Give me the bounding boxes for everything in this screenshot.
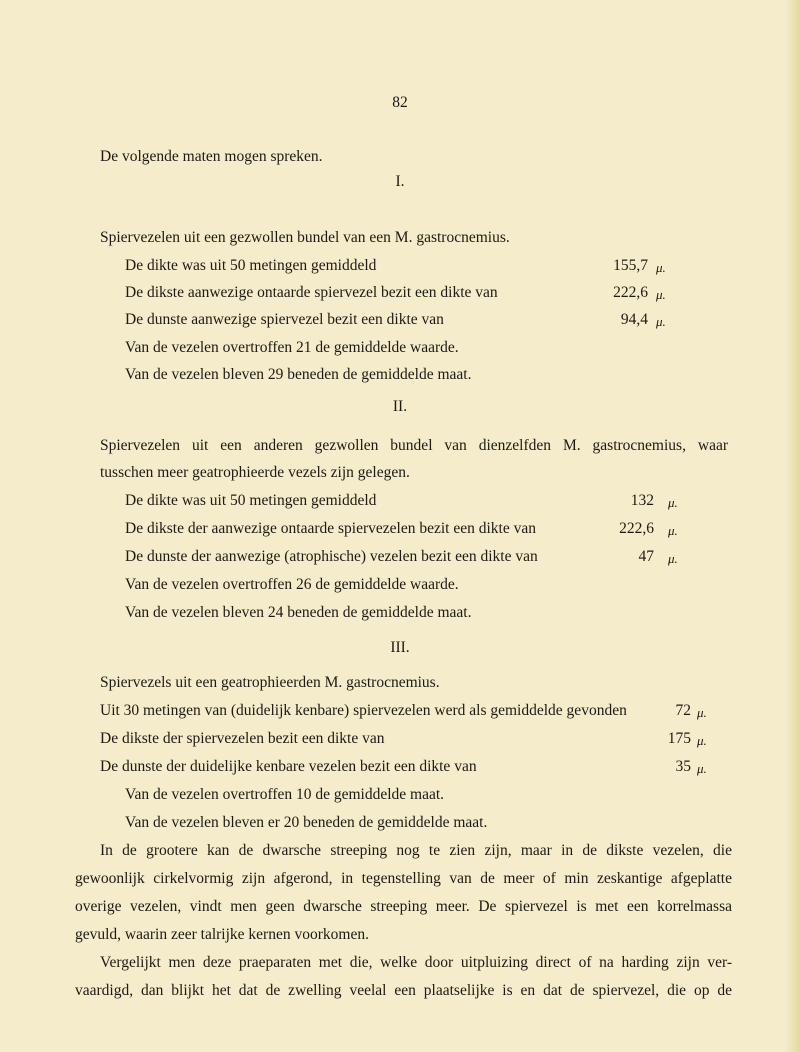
section-2-row-1-text: De dikte was uit 50 metingen gemiddeld: [125, 492, 377, 509]
section-3-note-2: Van de vezelen bleven er 20 beneden de gemiddelde maat.: [125, 814, 488, 831]
section-3-heading: Spiervezels uit een geatrophieerden M. gastrocnemius.: [100, 674, 440, 691]
section-1-row-2-text: De dikste aanwezige ontaarde spiervezel bezit een dikte van: [125, 284, 498, 301]
section-3-row-2-text: De dikste der spiervezelen bezit een dikte van: [100, 730, 385, 747]
section-1-note-2: Van de vezelen bleven 29 beneden de gemiddelde maat.: [125, 366, 472, 383]
section-3-numeral: III.: [390, 639, 410, 656]
paragraph-1-line-4: gevuld, waarin zeer talrijke kernen voorkomen.: [75, 926, 369, 943]
paragraph-2-line-2: vaardigd, dan blijkt het dat de zwelling veelal een plaatselijke is en dat de spiervezel, die op de: [75, 982, 732, 999]
section-1-row-1-text: De dikte was uit 50 metingen gemiddeld: [125, 257, 377, 274]
paragraph-2-line-1: Vergelijkt men deze praeparaten met die, welke door uitpluizing direct of na harding zijn ver-: [100, 954, 732, 971]
section-3-row-1-value: 72: [675, 702, 691, 719]
section-3-row-3-value: 35: [675, 758, 691, 775]
paragraph-1-line-1: In de grootere kan de dwarsche streeping nog te zien zijn, maar in de dikste vezelen, die: [100, 842, 732, 859]
section-1-row-3-text: De dunste aanwezige spiervezel bezit een dikte van: [125, 311, 444, 328]
section-2-numeral: II.: [392, 398, 408, 415]
section-3-row-3-text: De dunste der duidelijke kenbare vezelen bezit een dikte van: [100, 758, 477, 775]
section-3-row-1-text: Uit 30 metingen van (duidelijk kenbare) spiervezelen werd als gemiddelde gevonden: [100, 702, 627, 719]
section-2-row-1-unit: μ.: [668, 495, 678, 510]
page-edge-shading: [786, 0, 800, 1052]
section-2-note-1: Van de vezelen overtroffen 26 de gemiddelde waarde.: [125, 576, 459, 593]
section-1-note-1: Van de vezelen overtroffen 21 de gemiddelde waarde.: [125, 339, 459, 356]
section-1-row-1-value: 155,7: [613, 257, 648, 274]
section-2-row-3-text: De dunste der aanwezige (atrophische) vezelen bezit een dikte van: [125, 548, 538, 565]
section-2-row-3-unit: μ.: [668, 551, 678, 566]
page-number: 82: [392, 94, 408, 111]
section-2-heading-line-1: Spiervezelen uit een anderen gezwollen bundel van dienzelfden M. gastrocnemius, waar: [100, 437, 728, 454]
section-2-row-2-text: De dikste der aanwezige ontaarde spiervezelen bezit een dikte van: [125, 520, 536, 537]
section-3-row-1-unit: μ.: [697, 705, 707, 720]
section-3-row-2-value: 175: [667, 730, 691, 747]
section-1-row-2-unit: μ.: [656, 287, 666, 302]
section-1-numeral: I.: [395, 173, 405, 190]
section-3-row-2-unit: μ.: [697, 733, 707, 748]
paragraph-1-line-3: overige vezelen, vindt men geen dwarsche streeping meer. De spiervezel is met een korrelmassa: [75, 898, 732, 915]
section-3-row-3-unit: μ.: [697, 761, 707, 776]
section-1-row-1-unit: μ.: [656, 260, 666, 275]
section-1-row-3-unit: μ.: [656, 314, 666, 329]
section-3-note-1: Van de vezelen overtroffen 10 de gemiddelde maat.: [125, 786, 445, 803]
section-2-note-2: Van de vezelen bleven 24 beneden de gemiddelde maat.: [125, 604, 472, 621]
section-2-heading-line-2: tusschen meer geatrophieerde vezels zijn gelegen.: [100, 464, 410, 481]
section-1-row-2-value: 222,6: [613, 284, 648, 301]
section-2-row-3-value: 47: [638, 548, 654, 565]
section-2-row-2-unit: μ.: [668, 523, 678, 538]
section-2-row-2-value: 222,6: [619, 520, 654, 537]
section-1-row-3-value: 94,4: [620, 311, 648, 328]
section-1-heading: Spiervezelen uit een gezwollen bundel van een M. gastrocnemius.: [100, 229, 510, 246]
paragraph-1-line-2: gewoonlijk cirkelvormig zijn afgerond, in tegenstelling van de meer of min zeskantige afgeplatte: [75, 870, 732, 887]
intro-line: De volgende maten mogen spreken.: [100, 148, 323, 165]
section-2-row-1-value: 132: [630, 492, 654, 509]
